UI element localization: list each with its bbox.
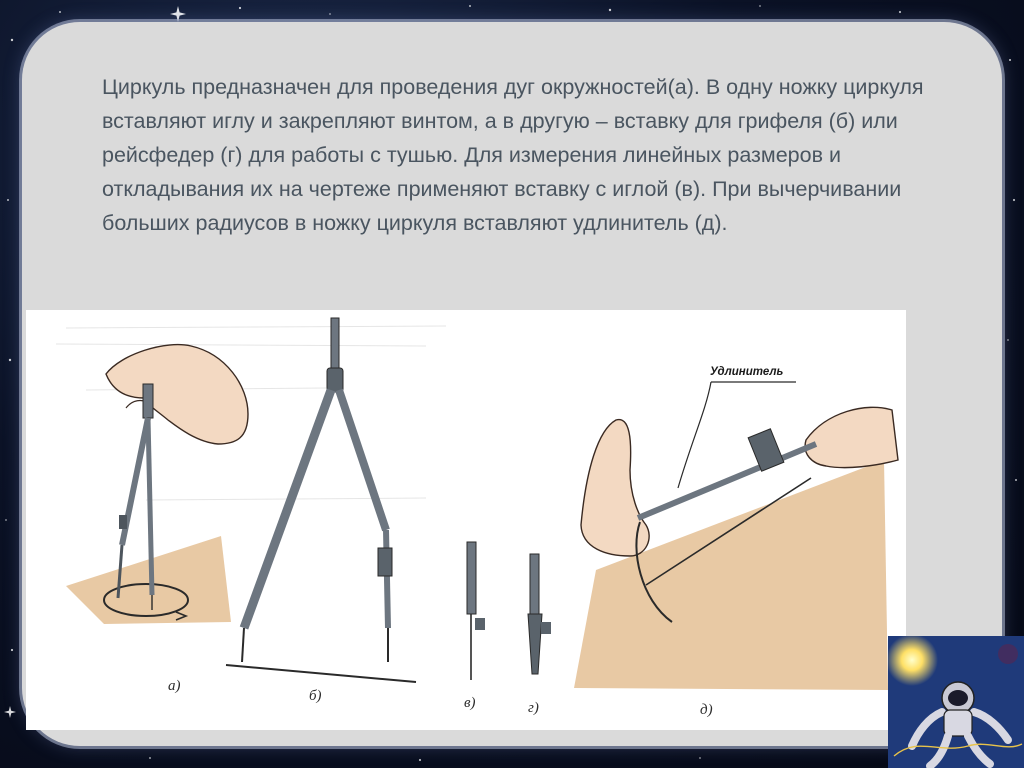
astronaut-icon [888, 636, 1024, 768]
figure-v-needle-insert [467, 542, 485, 680]
figure-g-ruling-pen [528, 554, 551, 674]
compass-illustration [26, 310, 906, 730]
figure-d-extender [574, 382, 898, 690]
figure-label-b: б) [309, 688, 322, 704]
slide-paragraph: Циркуль предназначен для проведения дуг окружностей(а). В одну ножку циркуля вставляют иглу и закрепляют винтом, а в другую – вставку для грифеля (б) или рейсфедер (г) для работы с тушью. Для измерения линейных размеров и откладывания их на чертеже применяют вставку с иглой (в). При вычерчивании больших радиусов в ножку циркуля вставляют удлинитель (д). [102, 75, 924, 235]
extender-callout: Удлинитель [710, 366, 784, 378]
figure-label-v: в) [464, 695, 476, 711]
star-icon [4, 706, 16, 718]
figure-label-d: д) [700, 702, 713, 718]
figure-b-compass-with-lead [226, 318, 416, 682]
figure-label-g: г) [528, 700, 539, 716]
star-icon [170, 6, 186, 22]
figure-a-compass-in-hand [66, 345, 248, 624]
figure-label-a: а) [168, 678, 181, 694]
